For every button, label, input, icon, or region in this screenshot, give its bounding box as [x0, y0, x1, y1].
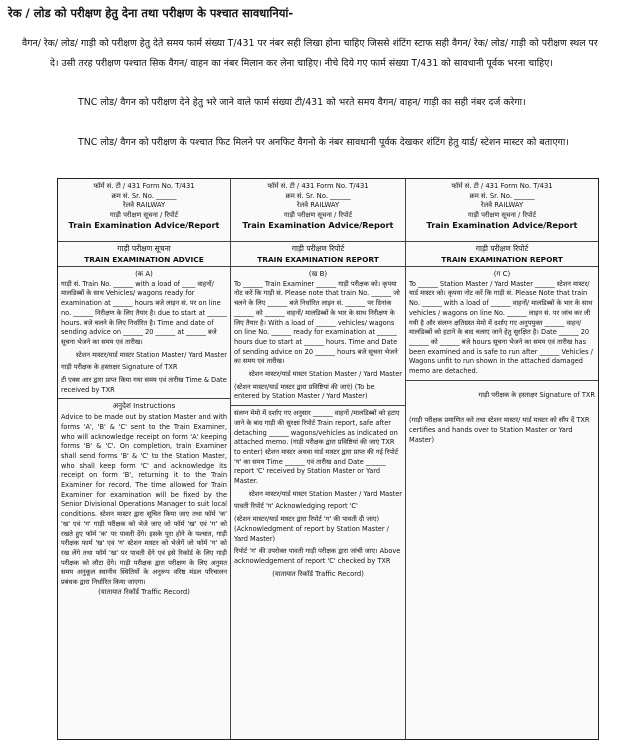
instructions-title: अनुदेश Instructions: [112, 401, 176, 411]
report-section: [234, 270, 402, 402]
railway-label: रेलवे RAILWAY: [480, 201, 524, 210]
station-master-signature: स्टेशन मास्टर/यार्ड मास्टर Station Master/ Yard Master: [76, 350, 227, 359]
instructions-body: Advice to be made out by station Master and with forms 'A', 'B' & 'C' sent to the Train Examiner, who will acknowledge receipt on form 'A' keeping forms 'B' & 'C'. On completion, train Examiner shall send forms 'B' & 'C' to the Station Master, who shall keep form 'C' and acknowledge its receipt on form 'B', returning it to the Train Examiner for record. The time allowed for Train Examiner for examination will be fixed by the Senior Divisional Operations Manager to suit local conditions. स्टेशन मास्टर द्वारा सूचित किया जाए तथा फॉर्म 'क' 'ख' एवं 'ग' गाड़ी परीक्षक को भेजे जाए जो फॉर्म 'ख' एवं 'ग' को रखते हुए फॉर्म 'क' पर पावती देंगे। इसके पूरा होने के पश्चात, गाड़ी परीक्षक फार्म 'ख' एवं 'ग' स्टेशन मास्टर को भेजेगें जो फॉर्म 'ग' को रख लेंगे तथा फॉर्म 'ख' पर पावती देंगे एवं इसे रिकॉर्ड के लिए गाड़ी परीक्षक को लौटा देंगे। गाड़ी परीक्षक द्वारा परीक्षण के लिए अनुमत समय अनुकूल स्थानीय स्थितियों के अनुरूप वरिष्ठ मंडल परिचालन प्रबंधक द्वारा निर्धारित किया जाएगा।: [61, 413, 227, 587]
traffic-record-label: (यातायात रिकॉर्ड Traffic Record): [272, 569, 364, 578]
txr-signature: गाड़ी परीक्षक के हस्ताक्षर Signature of TXR: [61, 363, 178, 372]
form-t431: [57, 178, 599, 740]
form-title-hindi: गाड़ी परीक्षण सूचना / रिपोर्ट: [467, 210, 537, 219]
part-label: (क A): [135, 270, 153, 278]
form-column-b: [231, 179, 406, 739]
form-number: फॉर्म सं. टी / 431 Form No. T/431: [93, 182, 195, 190]
serial-number: क्रम सं. Sr. No. ______: [469, 191, 535, 200]
subtitle-english: TRAIN EXAMINATION REPORT: [257, 255, 379, 264]
form-column-a: [58, 179, 231, 739]
certification-section: [409, 391, 595, 446]
railway-label: रेलवे RAILWAY: [296, 201, 340, 210]
form-header: [61, 179, 227, 241]
report-body: To ______ Station Master / Yard Master ______ स्टेशन मास्टर/यार्ड मास्टर को। कृपया नोट करें कि गाड़ी सं. Please Note that train No. ______ with a load of ______ वाहनों/ मालडिब्बों के भार के साथ vehicles / wagons on line No. ______ लाइन सं. पर जांच कर ली गयी है और संलग्न क्षतिग्रस्त मेमो में दर्शाए गए अनुपयुक्त ______ वाहन/मालडिब्बों को हटाने के बाद चलाए जाने हेतु सुरक्षित है। Date ______ 20 ______ को ______ बजे hours सूचना भेजने का समय एवं तारीख has been examined and is safe to run after ______ Vehicles / Wagons unfit to run shown in the attached damaged memo are detached.: [409, 279, 593, 376]
acknowledgment-check: रिपोर्ट 'ग' की उपरोक्त पावती गाड़ी परीक्षक द्वारा जांची जाए। Above acknowledgement of report 'C' checked by TXR: [234, 547, 401, 565]
report-body: To ______ Train Examiner ______ गाड़ी परीक्षक को। कृपया नोट करें कि गाड़ी सं. Please note that train No. ______ जो चलने के लिए ______ बजे निर्धारित लाइन सं. ______ पर दिनांक ______ को ______ वाहनों/ मालडिब्बों के भार के साथ निरीक्षण के लिए तैयार है। With a load of ______ vehicles/ wagons on line No. ______ ready for examination at ______ hours due to start at ______ hours. Time and Date of sending advice on 20 ______ hours बजे सूचना भेजने का समय एवं तारीख।: [234, 279, 400, 366]
safe-report-section: [234, 409, 402, 579]
divider: [406, 380, 598, 381]
paragraph-2: TNC लोड/ वैगन को परीक्षण देने हेतु भरे जाने वाले फार्म संख्या टी/431 को भरते समय वैगन/ वाहन/ गाड़ी का सही नंबर दर्ज करेगा।: [78, 97, 526, 108]
advice-body: गाड़ी सं. Train No. ______ with a load of ____ वाहनों/ मालडिब्बों के साथ Vehicles/ wagons ready for examination at ______ hours बजे लाइन सं. पर on line no. ______ निरीक्षण के लिए तैयार है। due to start at ______ hours. बजे चलने के लिए निर्धारित है। Time and date of sending advice on ______ 20 ______ at ______ बजे सूचना भेजने का समय एवं तारीख।: [61, 279, 227, 346]
form-title-hindi: गाड़ी परीक्षण सूचना / रिपोर्ट: [283, 210, 353, 219]
safe-report-body: संलग्न मेमो में दर्शाए गए अनुसार ______ वाहनों /मालडिब्बों को हटाए जाने के बाद गाड़ी की सुरक्षा रिपोर्ट Train report, safe after detaching ______ wagons/vehicles as indicated on attached memo. (गाड़ी परीक्षक द्वारा प्रविष्टियां की जाएं TXR to enter) स्टेशन मास्टर अथवा यार्ड मास्टर द्वारा प्राप्त की गई रिपोर्ट 'ग' का समय Time ______ एवं तारीख and Date ______ report 'C' received by Station Master or Yard Master.: [234, 409, 400, 486]
form-title-english: Train Examination Advice/Report: [68, 220, 220, 231]
acknowledging-report: पावती रिपोर्ट 'ग' Acknowledging report 'C': [234, 502, 358, 511]
divider: [231, 405, 405, 406]
railway-label: रेलवे RAILWAY: [122, 201, 166, 210]
instructions-section: [61, 401, 227, 597]
form-column-c: [406, 179, 598, 739]
form-header: [409, 179, 595, 241]
station-master-entry-note: (स्टेशन मास्टर/यार्ड मास्टर द्वारा प्रविष्टियां की जाएं) (To be entered by Station Master / Yard Master): [234, 382, 375, 401]
subtitle-english: TRAIN EXAMINATION REPORT: [441, 255, 563, 264]
divider: [58, 398, 230, 399]
part-label: (ग C): [493, 270, 511, 278]
subtitle-hindi: गाड़ी परीक्षण रिपोर्ट: [475, 244, 529, 253]
serial-number: क्रम सं. Sr. No. ______: [285, 191, 351, 200]
column-subtitle: [406, 241, 598, 267]
txr-signature: गाड़ी परीक्षक के हस्ताक्षर Signature of TXR: [478, 390, 595, 399]
subtitle-hindi: गाड़ी परीक्षण सूचना: [117, 244, 171, 253]
column-subtitle: [58, 241, 230, 267]
paragraph-3: TNC लोड/ वैगन को परीक्षण के पश्चात फिट मिलने पर अनफिट वैगनो के नंबर सावधानी पूर्वक देखकर शंटिंग हेतु यार्ड/ स्टेशन मास्टर को बताएगा।: [78, 137, 569, 148]
station-master-signature-2: स्टेशन मास्टर/यार्ड मास्टर Station Master / Yard Master: [248, 489, 402, 498]
form-header: [234, 179, 402, 241]
form-number: फॉर्म सं. टी / 431 Form No. T/431: [451, 182, 553, 190]
part-label: (ख B): [308, 270, 328, 278]
column-subtitle: [231, 241, 405, 267]
form-title-english: Train Examination Advice/Report: [242, 220, 394, 231]
serial-number: क्रम सं. Sr. No. ______: [111, 191, 177, 200]
acknowledgment-note: (स्टेशन मास्टर/यार्ड मास्टर द्वारा रिपोर्ट 'ग' की पावती दी जाए) (Acknowledgment of report by Station Master / Yard Master): [234, 515, 389, 543]
form-title-hindi: गाड़ी परीक्षण सूचना / रिपोर्ट: [109, 210, 179, 219]
subtitle-english: TRAIN EXAMINATION ADVICE: [84, 255, 204, 264]
report-section: [409, 270, 595, 377]
document-heading: रेक / लोड को परीक्षण हेतु देना तथा परीक्षण के पश्चात सावधानियां-: [8, 6, 294, 20]
paragraph-1: वैगन/ रेक/ लोड/ गाड़ी को परीक्षण हेतु देते समय फार्म संख्या T/431 पर नंबर सही लिखा होना चाहिए जिससे शंटिंग स्टाफ सही वैगन/ रेक/ लोड/ गाड़ी को परीक्षण स्थल पर दे। उसी तरह परीक्षण पश्चात सिक वैगन/ वाहन का नंबर मिलान कर लेना चाहिए। नीचे दिये गए फार्म संख्या T/431 को सावधानी पूर्वक भरना चाहिए।: [22, 38, 598, 69]
certification-note: (गाड़ी परीक्षक प्रमाणित करे तथा स्टेशन मास्टर/ यार्ड मास्टर को सौंप दें TXR certifies and hands over to Station Master or Yard Master): [409, 416, 590, 444]
txr-time-received: टी एक्स आर द्वारा प्राप्त किया गया समय एवं तारीख Time & Date received by TXR: [61, 376, 227, 394]
form-title-english: Train Examination Advice/Report: [426, 220, 578, 231]
station-master-signature: स्टेशन मास्टर/यार्ड मास्टर Station Master / Yard Master: [248, 370, 402, 379]
traffic-record-label: (यातायात रिकॉर्ड Traffic Record): [98, 587, 190, 596]
subtitle-hindi: गाड़ी परीक्षण रिपोर्ट: [291, 244, 345, 253]
advice-section: [61, 270, 227, 395]
form-number: फॉर्म सं. टी / 431 Form No. T/431: [267, 182, 369, 190]
